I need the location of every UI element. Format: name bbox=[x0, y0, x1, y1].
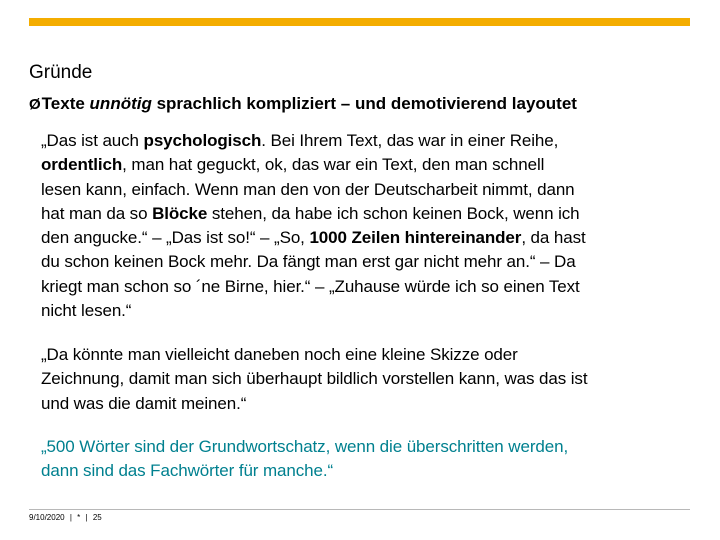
quote-text: , da hast bbox=[521, 228, 586, 248]
slide-heading: Gründe bbox=[29, 62, 93, 83]
quote-line bbox=[41, 153, 706, 177]
quote-line: nicht lesen.“ bbox=[41, 301, 132, 321]
footer-star: * bbox=[77, 513, 81, 522]
quote-line: dann sind das Fachwörter für manche.“ bbox=[41, 461, 334, 481]
quote-3 bbox=[41, 435, 706, 484]
quote-2 bbox=[41, 343, 706, 416]
quote-line bbox=[41, 202, 706, 226]
bullet-text-1: Texte bbox=[41, 94, 90, 113]
quote-text: stehen, da habe ich schon keinen Bock, wenn ich bbox=[207, 203, 580, 223]
quote-line: du schon keinen Bock mehr. Da fängt man erst gar nicht mehr an.“ – Da bbox=[41, 252, 576, 272]
quote-bold: ordentlich bbox=[41, 155, 123, 175]
bullet-text-2: sprachlich kompliziert – und demotivierend layoutet bbox=[151, 94, 577, 113]
accent-bar bbox=[29, 18, 690, 26]
quote-line: „500 Wörter sind der Grundwortschatz, wenn die überschritten werden, bbox=[41, 437, 569, 456]
arrow-bullet-icon: Ø bbox=[29, 96, 41, 113]
quote-1 bbox=[41, 129, 706, 323]
page-number: 25 bbox=[92, 513, 102, 522]
footer bbox=[29, 513, 105, 523]
quote-text: , man hat geguckt, ok, das war ein Text, den man schnell bbox=[122, 155, 545, 175]
quote-line bbox=[41, 226, 706, 250]
bullet-text-emphasis: unnötig bbox=[89, 94, 152, 113]
quote-line bbox=[41, 129, 706, 153]
bullet-point bbox=[29, 94, 577, 115]
quote-line: „Da könnte man vielleicht daneben noch eine kleine Skizze oder bbox=[41, 345, 518, 364]
quote-text: „Das ist auch bbox=[41, 131, 144, 150]
footer-date: 9/10/2020 bbox=[29, 513, 65, 522]
quote-bold: 1000 Zeilen hintereinander bbox=[309, 228, 522, 248]
quote-line: kriegt man schon so ´ne Birne, hier.“ – „Zuhause würde ich so einen Text bbox=[41, 276, 580, 296]
quote-text: den angucke.“ – „Das ist so!“ – „So, bbox=[41, 228, 310, 248]
quote-text: . Bei Ihrem Text, das war in einer Reihe, bbox=[261, 131, 559, 150]
quote-line: lesen kann, einfach. Wenn man den von der Deutscharbeit nimmt, dann bbox=[41, 179, 575, 199]
footer-divider bbox=[29, 509, 690, 510]
quote-line: und was die damit meinen.“ bbox=[41, 393, 247, 413]
footer-separator: | bbox=[85, 513, 88, 522]
quote-text: hat man da so bbox=[41, 203, 153, 223]
footer-separator: | bbox=[69, 513, 72, 522]
quote-bold: psychologisch bbox=[143, 131, 262, 150]
quote-line: Zeichnung, damit man sich überhaupt bildlich vorstellen kann, was das ist bbox=[41, 369, 588, 389]
quote-bold: Blöcke bbox=[152, 203, 208, 223]
